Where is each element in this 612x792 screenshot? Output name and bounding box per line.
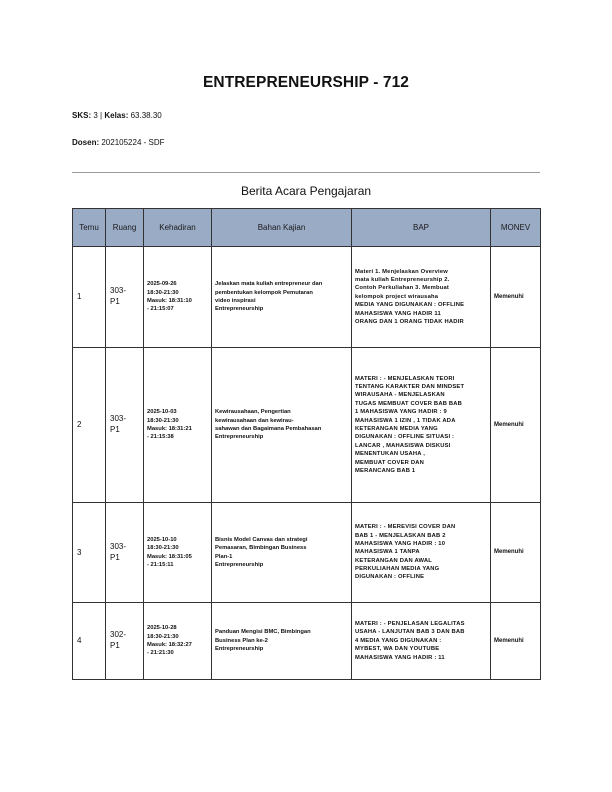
cell-kehadiran: [144, 348, 212, 503]
cell-bap: [352, 503, 491, 603]
separator: |: [100, 111, 103, 120]
cell-kehadiran-line: - 21:15:07: [147, 306, 174, 313]
cell-bahan-kajian: [212, 348, 352, 503]
cell-bap-line: MENENTUKAN USAHA ,: [355, 451, 426, 458]
cell-ruang: [106, 247, 144, 348]
cell-bap-line: kelompok project wirausaha: [355, 293, 439, 300]
table-row: [73, 348, 541, 503]
cell-bahan-kajian-line: sahawan dan Bagaimana Pembahasan: [215, 426, 322, 432]
cell-bap: [352, 247, 491, 348]
cell-bap: [352, 348, 491, 503]
cell-bap-line: PERKULIAHAN MEDIA YANG: [355, 566, 440, 573]
cell-kehadiran-line: 18:30-21:30: [147, 633, 179, 640]
cell-bahan-kajian-line: pembentukan kelompok Pemutaran: [215, 289, 313, 296]
cell-bahan-kajian-line: video inspirasi: [215, 298, 256, 304]
cell-bahan-kajian: [212, 503, 352, 603]
cell-bap-line: 4 MEDIA YANG DIGUNAKAN :: [355, 637, 442, 644]
cell-temu: 2: [73, 348, 106, 503]
cell-ruang-line: P1: [110, 552, 120, 562]
table-row: [73, 603, 541, 680]
dosen-value: 202105224 - SDF: [101, 138, 165, 147]
header-bap: BAP: [352, 209, 491, 247]
cell-bap-line: TENTANG KARAKTER DAN MINDSET: [355, 384, 465, 391]
dosen-label: Dosen:: [72, 138, 100, 147]
cell-bap-line: MATERI : - MENJELASKAN TEORI: [355, 375, 455, 382]
cell-temu: 4: [73, 603, 106, 680]
sks-label: SKS:: [72, 111, 92, 120]
cell-bap-line: LANCAR , MAHASISWA DISKUSI: [355, 442, 451, 449]
cell-kehadiran-line: Masuk: 18:31:05: [147, 553, 192, 560]
cell-bahan-kajian-line: Entrepreneurship: [215, 561, 264, 568]
cell-monev: Memenuhi: [491, 503, 541, 603]
header-monev: MONEV: [491, 209, 541, 247]
cell-bap-line: DIGUNAKAN : OFFLINE SITUASI :: [355, 434, 455, 441]
cell-bap-line: MAHASISWA YANG HADIR 11: [355, 310, 441, 317]
cell-bap: [352, 603, 491, 680]
cell-kehadiran: [144, 247, 212, 348]
cell-monev: Memenuhi: [491, 247, 541, 348]
cell-bap-line: Materi 1. Menjelaskan Overview: [355, 268, 448, 275]
cell-bahan-kajian-line: Business Plan ke-2: [215, 637, 268, 644]
cell-bahan-kajian: [212, 603, 352, 680]
cell-bahan-kajian-line: Jelaskan mata kuliah entrepreneur dan: [215, 281, 323, 288]
cell-bap-line: BAB 1 - MENJELASKAN BAB 2: [355, 532, 446, 539]
cell-bahan-kajian-line: Panduan Mengisi BMC, Bimbingan: [215, 629, 311, 636]
cell-bahan-kajian-line: Entrepreneurship: [215, 434, 264, 441]
cell-ruang-line: 303-: [110, 541, 127, 551]
divider: [72, 172, 540, 173]
cell-kehadiran-line: Masuk: 18:32:27: [147, 642, 192, 648]
cell-bap-line: MAHASISWA YANG HADIR : 11: [355, 654, 445, 661]
cell-kehadiran-line: 2025-09-26: [147, 281, 177, 288]
cell-bap-line: WIRAUSAHA - MENJELASKAN: [355, 392, 445, 399]
course-info: [72, 111, 162, 120]
cell-kehadiran-line: 2025-10-03: [147, 409, 177, 416]
cell-bap-line: 1 MAHASISWA YANG HADIR : 9: [355, 409, 447, 416]
header-kehadiran: Kehadiran: [144, 209, 212, 247]
cell-bahan-kajian-line: Plan-1: [215, 553, 233, 560]
cell-kehadiran-line: - 21:15:11: [147, 561, 174, 568]
cell-ruang: [106, 503, 144, 603]
header-ruang: Ruang: [106, 209, 144, 247]
teaching-record-table: [72, 208, 541, 680]
cell-temu: 1: [73, 247, 106, 348]
cell-bap-line: TUGAS MEMBUAT COVER BAB BAB: [355, 400, 463, 407]
cell-bap-line: MEDIA YANG DIGUNAKAN : OFFLINE: [355, 302, 465, 309]
cell-bahan-kajian-line: Entrepreneurship: [215, 306, 264, 313]
cell-ruang-line: 303-: [110, 414, 127, 424]
cell-monev: Memenuhi: [491, 603, 541, 680]
lecturer-info: [72, 138, 165, 147]
cell-ruang-line: P1: [110, 641, 120, 650]
cell-bap-line: USAHA - LANJUTAN BAB 3 DAN BAB: [355, 629, 465, 636]
header-bahan-kajian: Bahan Kajian: [212, 209, 352, 247]
cell-kehadiran-line: 2025-10-28: [147, 625, 177, 632]
cell-kehadiran-line: - 21:15:38: [147, 434, 174, 441]
cell-ruang-line: P1: [110, 425, 120, 434]
cell-ruang-line: P1: [110, 297, 120, 306]
page-title: ENTREPRENEURSHIP - 712: [202, 74, 410, 91]
cell-bap-line: KETERANGAN DAN AWAL: [355, 557, 433, 564]
cell-bap-line: MATERI : - MEREVISI COVER DAN: [355, 524, 456, 531]
cell-bahan-kajian-line: Kewirausahaan, Pengertian: [215, 409, 291, 416]
table-header-row: [73, 209, 541, 247]
cell-kehadiran-line: Masuk: 18:31:10: [147, 298, 192, 304]
cell-bap-line: mata kuliah Entrepreneurship 2.: [355, 277, 450, 284]
cell-ruang-line: 302-: [110, 630, 127, 640]
cell-bap-line: MATERI : - PENJELASAN LEGALITAS: [355, 621, 465, 628]
cell-bahan-kajian-line: Bisnis Model Canvas dan strategi: [215, 536, 308, 543]
cell-bap-line: MAHASISWA 1 TANPA: [355, 549, 420, 556]
cell-bap-line: MAHASISWA YANG HADIR : 10: [355, 540, 446, 547]
cell-bap-line: MYBEST, WA DAN YOUTUBE: [355, 646, 440, 653]
cell-kehadiran-line: Masuk: 18:31:21: [147, 426, 192, 432]
sks-value: 3: [93, 111, 98, 120]
cell-kehadiran-line: 18:30-21:30: [147, 289, 179, 296]
cell-ruang-line: 303-: [110, 286, 127, 296]
cell-ruang: [106, 348, 144, 503]
cell-bap-line: KETERANGAN MEDIA YANG: [355, 426, 438, 432]
kelas-value: 63.38.30: [130, 111, 162, 120]
cell-kehadiran: [144, 503, 212, 603]
cell-kehadiran-line: 18:30-21:30: [147, 545, 179, 552]
cell-kehadiran-line: 18:30-21:30: [147, 417, 179, 424]
cell-bap-line: Contoh Perkuliahan 3. Membuat: [355, 285, 450, 292]
cell-monev: Memenuhi: [491, 348, 541, 503]
cell-kehadiran-line: - 21:21:30: [147, 650, 174, 657]
cell-kehadiran: [144, 603, 212, 680]
table-row: [73, 247, 541, 348]
cell-temu: 3: [73, 503, 106, 603]
cell-bahan-kajian-line: kewirausahaan dan kewirau-: [215, 417, 294, 424]
cell-bap-line: DIGUNAKAN : OFFLINE: [355, 574, 425, 581]
cell-bap-line: MERANCANG BAB 1: [355, 467, 416, 474]
cell-bap-line: MEMBUAT COVER DAN: [355, 459, 424, 466]
table-row: [73, 503, 541, 603]
cell-bahan-kajian-line: Pemasaran, Bimbingan Business: [215, 545, 307, 552]
cell-bap-line: MAHASISWA 1 IZIN , 1 TIDAK ADA: [355, 417, 456, 424]
cell-bahan-kajian-line: Entrepreneurship: [215, 646, 264, 653]
cell-ruang: [106, 603, 144, 680]
cell-kehadiran-line: 2025-10-10: [147, 536, 177, 543]
kelas-label: Kelas:: [104, 111, 129, 120]
cell-bap-line: ORANG DAN 1 ORANG TIDAK HADIR: [355, 318, 464, 325]
cell-bahan-kajian: [212, 247, 352, 348]
section-title: Berita Acara Pengajaran: [240, 184, 372, 198]
header-temu: Temu: [73, 209, 106, 247]
